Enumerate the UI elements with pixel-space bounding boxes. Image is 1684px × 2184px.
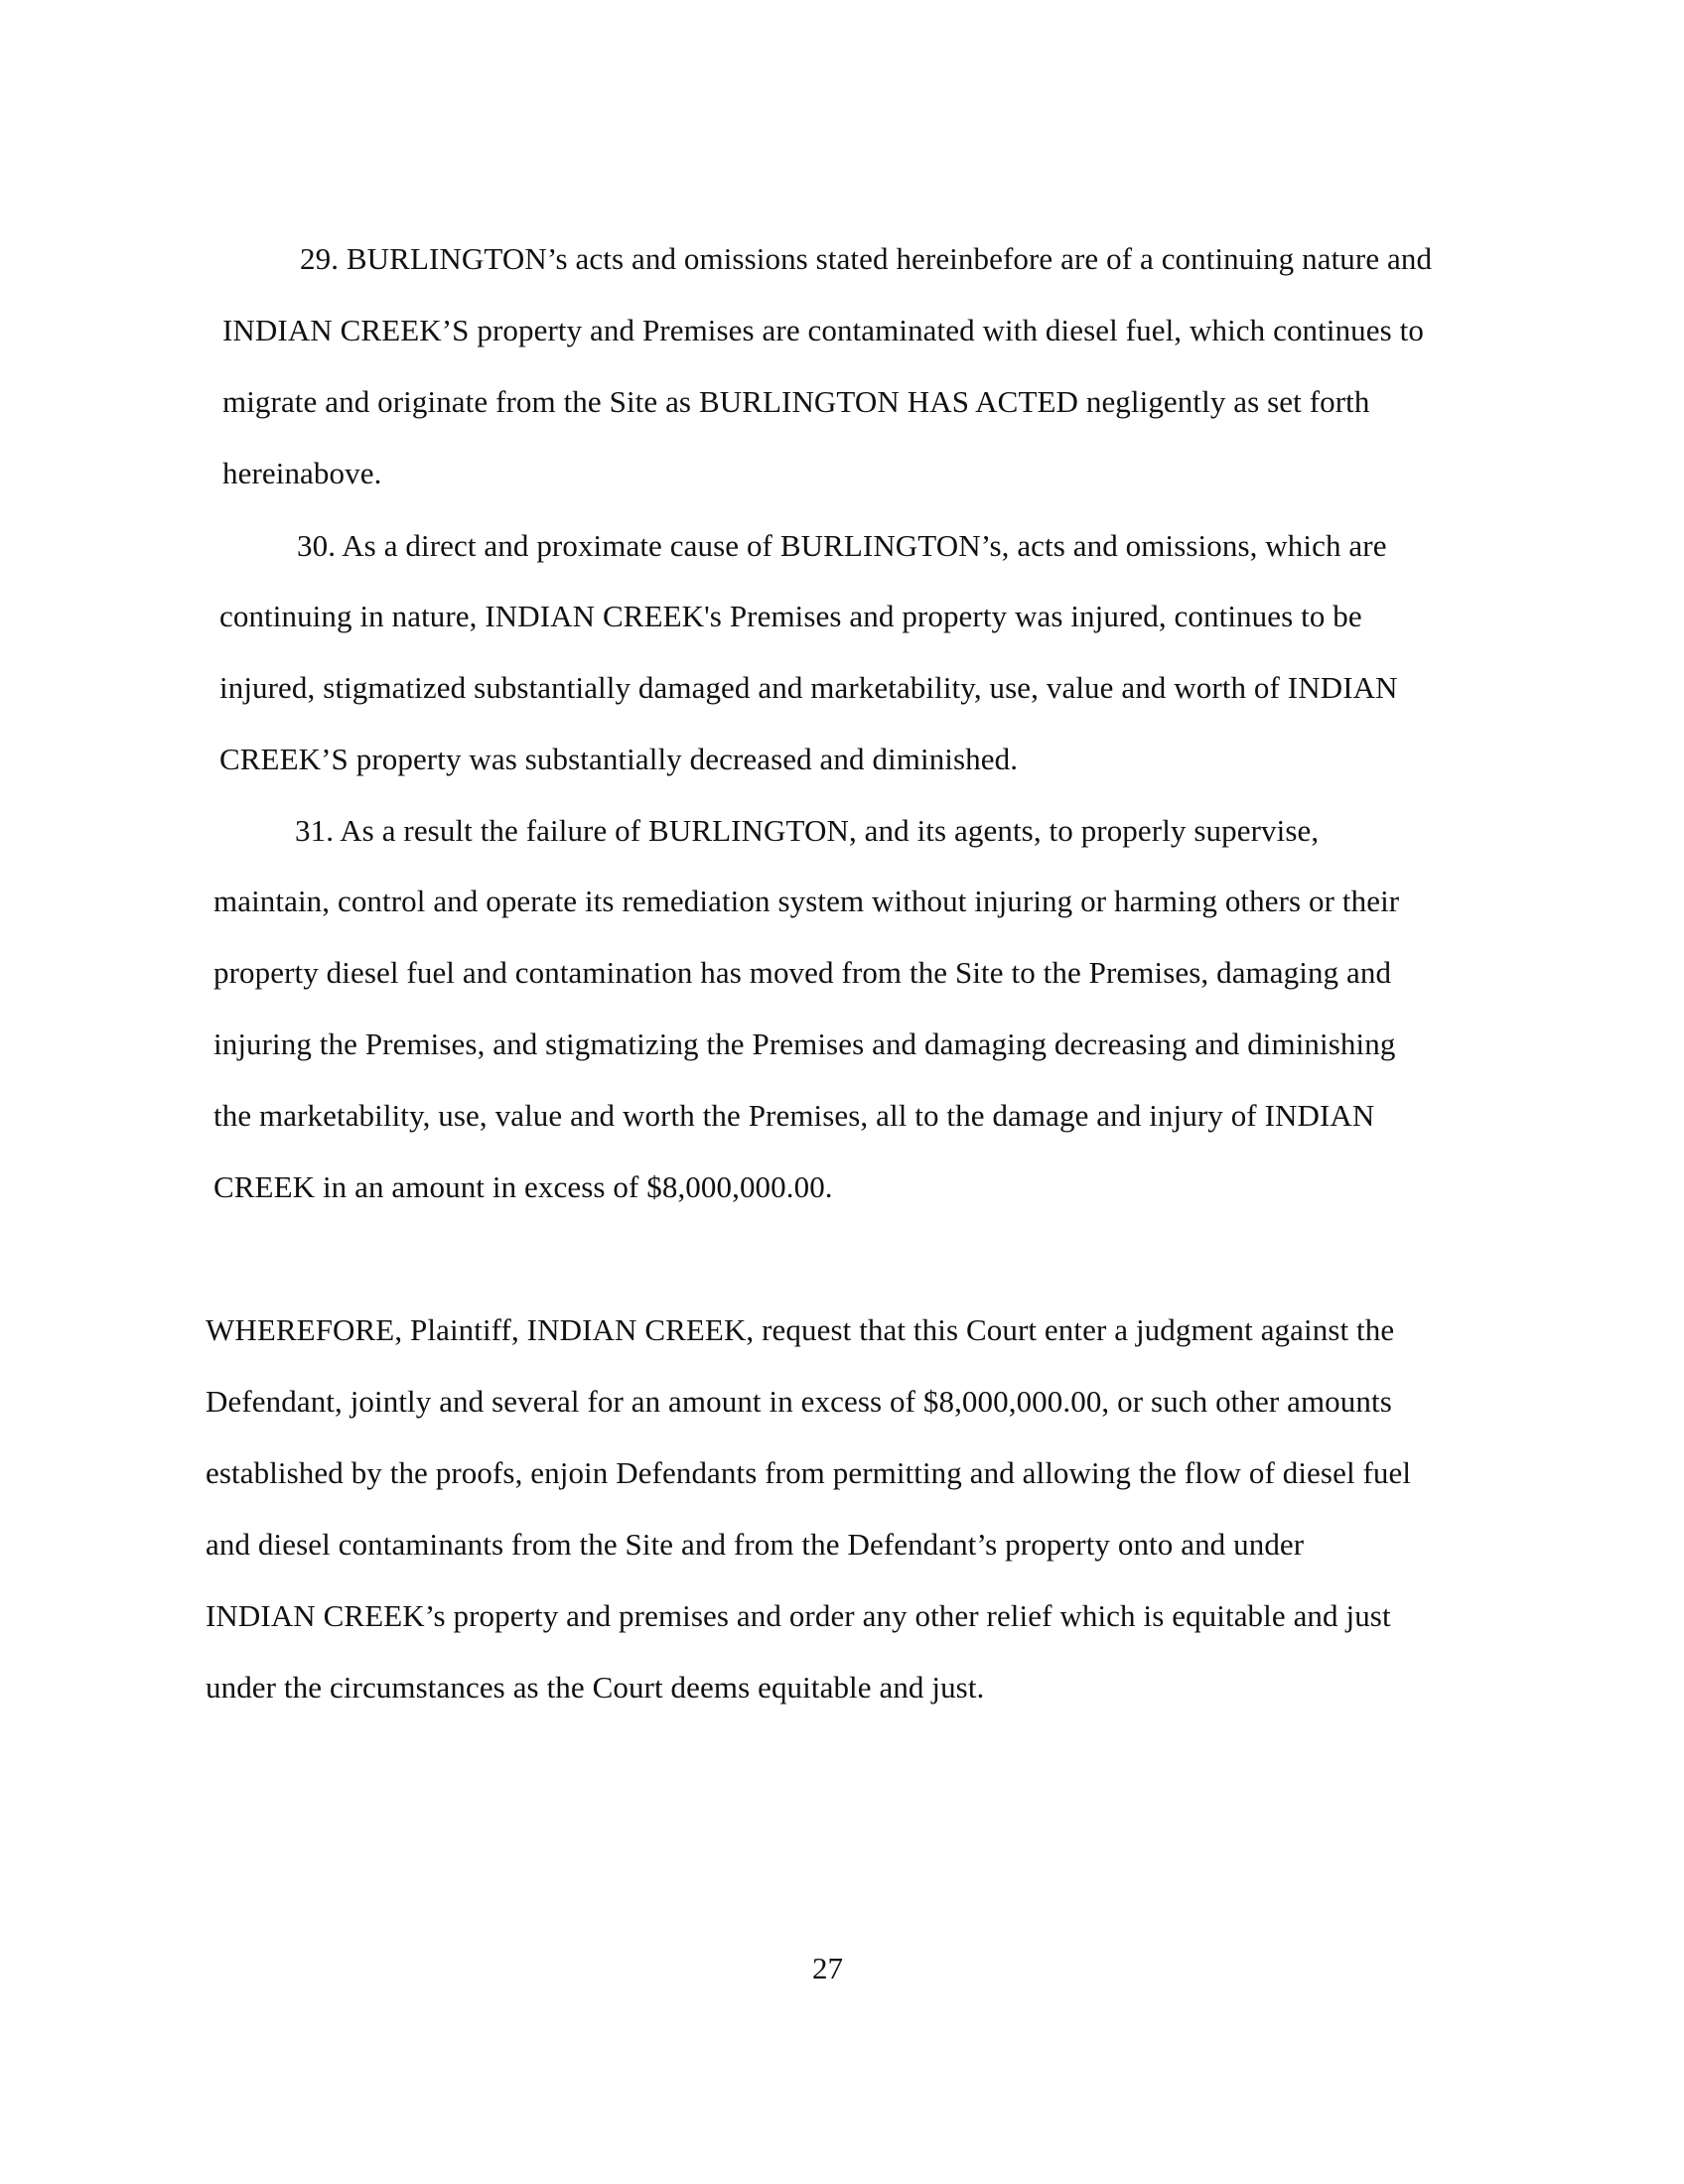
paragraph-31-line: 31. As a result the failure of BURLINGTON, and its agents, to properly supervise, bbox=[295, 813, 1320, 848]
wherefore-line: and diesel contaminants from the Site and from the Defendant’s property onto and under bbox=[206, 1527, 1305, 1562]
paragraph-30-line: 30. As a direct and proximate cause of BURLINGTON’s, acts and omissions, which are bbox=[297, 528, 1387, 563]
paragraph-31-line: maintain, control and operate its remediation system without injuring or harming others or their bbox=[213, 884, 1400, 918]
paragraph-31-line: injuring the Premises, and stigmatizing the Premises and damaging decreasing and diminishing bbox=[213, 1026, 1396, 1061]
wherefore-line: WHEREFORE, Plaintiff, INDIAN CREEK, request that this Court enter a judgment against the bbox=[206, 1312, 1395, 1347]
paragraph-31-line: CREEK in an amount in excess of $8,000,000.00. bbox=[213, 1169, 833, 1204]
wherefore-line: established by the proofs, enjoin Defendants from permitting and allowing the flow of diesel fuel bbox=[206, 1455, 1412, 1490]
paragraph-31-line: the marketability, use, value and worth the Premises, all to the damage and injury of INDIAN bbox=[213, 1098, 1375, 1133]
paragraph-29-line: hereinabove. bbox=[222, 456, 382, 490]
wherefore-line: under the circumstances as the Court deems equitable and just. bbox=[206, 1670, 985, 1705]
paragraph-29-line: migrate and originate from the Site as BURLINGTON HAS ACTED negligently as set forth bbox=[222, 384, 1370, 419]
paragraph-29-line: INDIAN CREEK’S property and Premises are contaminated with diesel fuel, which continues to bbox=[222, 313, 1424, 347]
paragraph-31-line: property diesel fuel and contamination has moved from the Site to the Premises, damaging and bbox=[213, 955, 1392, 990]
paragraph-30-line: continuing in nature, INDIAN CREEK's Premises and property was injured, continues to be bbox=[219, 599, 1362, 633]
wherefore-line: Defendant, jointly and several for an amount in excess of $8,000,000.00, or such other amounts bbox=[206, 1384, 1392, 1419]
paragraph-30-line: CREEK’S property was substantially decreased and diminished. bbox=[219, 742, 1019, 776]
paragraph-30-line: injured, stigmatized substantially damaged and marketability, use, value and worth of INDIAN bbox=[219, 670, 1398, 705]
wherefore-line: INDIAN CREEK’s property and premises and order any other relief which is equitable and just bbox=[206, 1598, 1391, 1633]
page-number: 27 bbox=[812, 1951, 843, 1985]
paragraph-29-line: 29. BURLINGTON’s acts and omissions stated hereinbefore are of a continuing nature and bbox=[300, 241, 1433, 276]
